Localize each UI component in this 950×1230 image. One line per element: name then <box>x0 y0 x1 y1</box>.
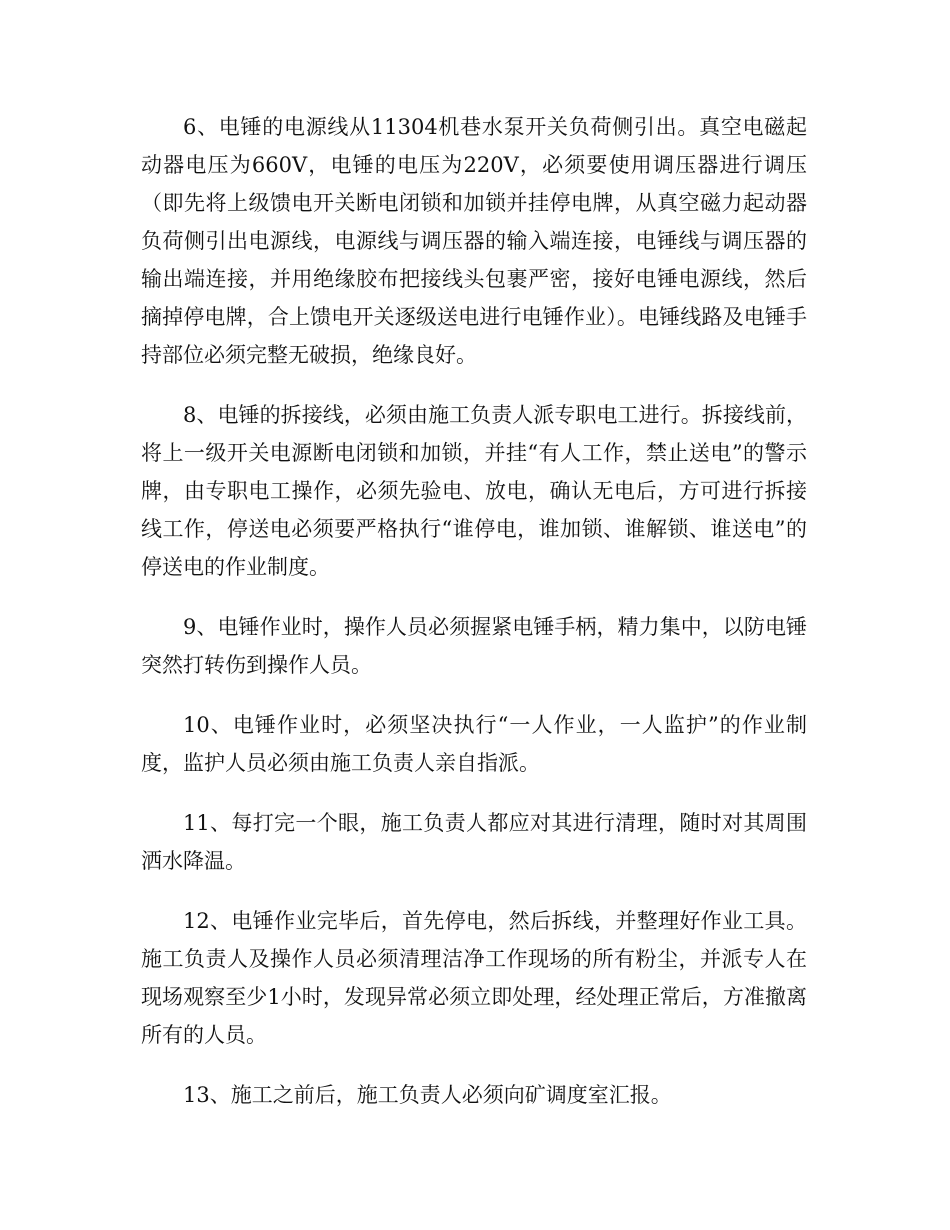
paragraph-item-9: 9、电锤作业时，操作人员必须握紧电锤手柄，精力集中，以防电锤突然打转伤到操作人员。 <box>141 615 807 677</box>
paragraph-item-13: 13、施工之前后，施工负责人必须向矿调度室汇报。 <box>183 1083 672 1107</box>
paragraph-item-10: 10、电锤作业时，必须坚决执行“一人作业，一人监护”的作业制度，监护人员必须由施工负责人亲自指派。 <box>141 713 807 775</box>
paragraph-item-8: 8、电锤的拆接线，必须由施工负责人派专职电工进行。拆接线前，将上一级开关电源断电闭锁和加锁，并挂“有人工作，禁止送电”的警示牌，由专职电工操作，必须先验电、放电，确认无电后，方可进行拆接线工作，停送电必须要严格执行“谁停电，谁加锁、谁解锁、谁送电”的停送电的作业制度。 <box>141 403 807 579</box>
paragraph-item-11: 11、每打完一个眼，施工负责人都应对其进行清理，随时对其周围洒水降温。 <box>141 811 807 873</box>
document-page <box>141 108 807 1136</box>
paragraph-item-6: 6、电锤的电源线从11304机巷水泵开关负荷侧引出。真空电磁起动器电压为660V，电锤的电压为220V，必须要使用调压器进行调压（即先将上级馈电开关断电闭锁和加锁并挂停电牌，从真空磁力起动器负荷侧引出电源线，电源线与调压器的输入端连接，电锤线与调压器的输出端连接，并用绝缘胶布把接线头包裹严密，接好电锤电源线，然后摘掉停电牌，合上馈电开关逐级送电进行电锤作业）。电锤线路及电锤手持部位必须完整无破损，绝缘良好。 <box>141 115 807 367</box>
paragraph-item-12: 12、电锤作业完毕后，首先停电，然后拆线，并整理好作业工具。施工负责人及操作人员必须清理洁净工作现场的所有粉尘，并派专人在现场观察至少1小时，发现异常必须立即处理，经处理正常后，方准撤离所有的人员。 <box>141 909 807 1047</box>
